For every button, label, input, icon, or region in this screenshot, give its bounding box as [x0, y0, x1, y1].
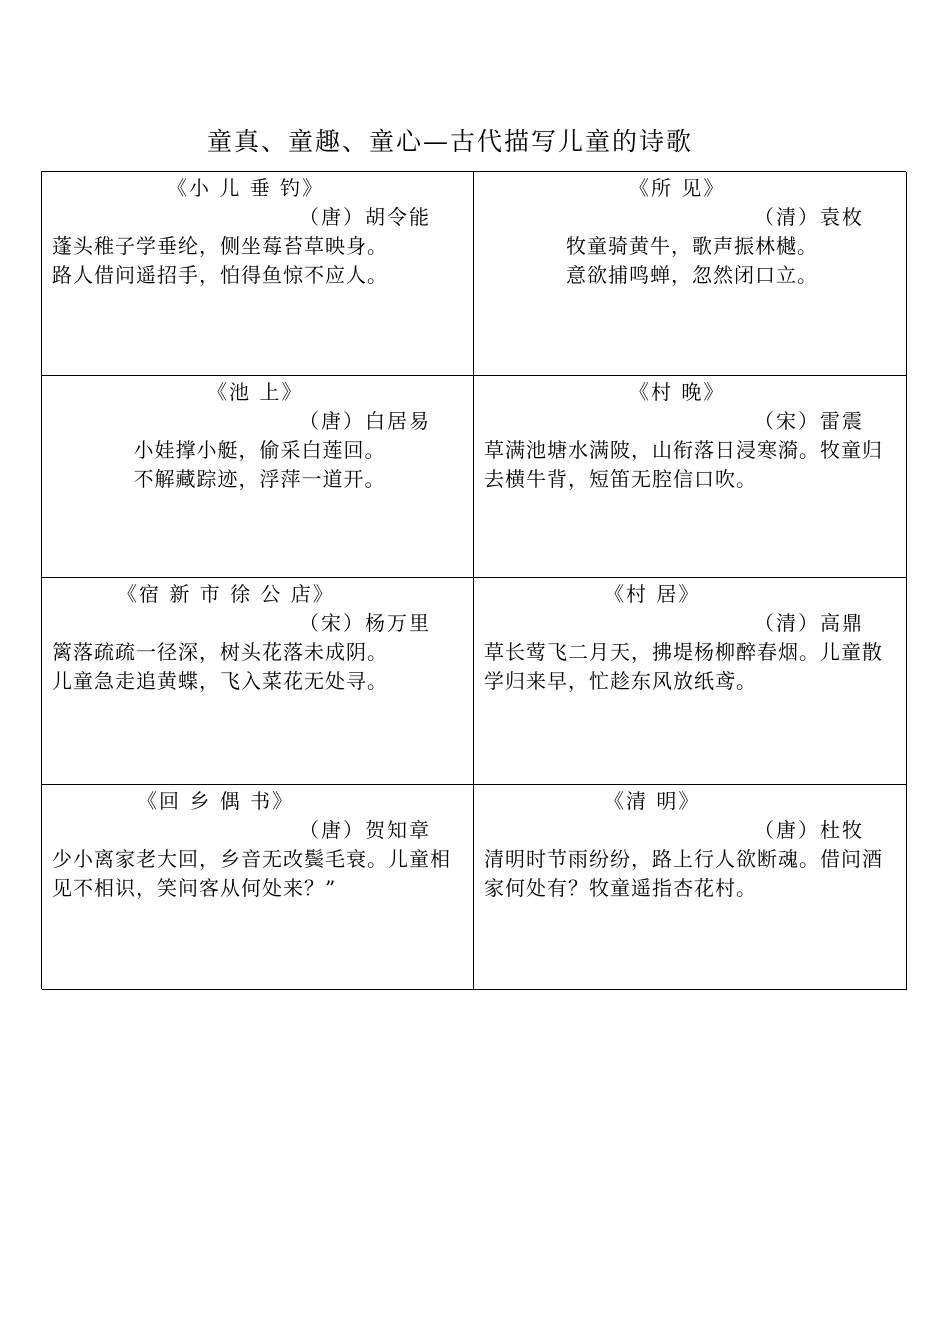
poem-line: 蓬头稚子学垂纶，侧坐莓苔草映身。	[52, 234, 388, 258]
page-title: 童真、童趣、童心—古代描写儿童的诗歌	[206, 127, 693, 156]
poem-text	[484, 232, 900, 290]
poem-line: 小娃撑小艇，偷采白莲回。	[133, 438, 386, 462]
poem-line: 牧童骑黄牛，歌声振林樾。	[566, 234, 818, 258]
poem-cell-chishang	[42, 376, 474, 578]
poem-author: （唐）贺知章	[299, 818, 431, 842]
poem-title: 《清 明》	[604, 789, 701, 813]
poem-cell-cunju	[474, 578, 907, 785]
poem-cell-su-xinshi-xugongdian	[42, 578, 474, 785]
poem-line: 不解藏踪迹，浮萍一道开。	[133, 467, 386, 491]
poem-text: 草长莺飞二月天，拂堤杨柳醉春烟。儿童散学归来早，忙趁东风放纸鸢。	[484, 640, 883, 693]
poem-author: （宋）雷震	[754, 409, 864, 433]
poem-title: 《宿 新 市 徐 公 店》	[117, 582, 335, 606]
poem-text: 草满池塘水满陂，山衔落日浸寒漪。牧童归去横牛背，短笛无腔信口吹。	[484, 438, 883, 491]
poem-line: 意欲捕鸣蝉，忽然闭口立。	[566, 263, 818, 287]
poem-text: 清明时节雨纷纷，路上行人欲断魂。借问酒家何处有？牧童遥指杏花村。	[484, 847, 883, 900]
poem-cell-cunwan	[474, 376, 907, 578]
poem-title: 《村 晚》	[629, 380, 726, 404]
poem-author: （清）高鼎	[754, 611, 864, 635]
poem-cell-huixiang-oushu	[42, 785, 474, 990]
poem-author: （唐）白居易	[299, 409, 431, 433]
poem-title: 《池 上》	[207, 380, 304, 404]
poem-author: （宋）杨万里	[299, 611, 431, 635]
poem-title: 《回 乡 偶 书》	[137, 789, 295, 813]
poem-text: 少小离家老大回，乡音无改鬓毛衰。儿童相见不相识，笑问客从何处来？”	[52, 847, 451, 900]
poem-line: 篱落疏疏一径深，树头花落未成阴。	[52, 640, 388, 664]
poem-author: （清）袁枚	[754, 205, 864, 229]
poem-title: 《小 儿 垂 钓》	[167, 176, 325, 200]
poem-line: 儿童急走追黄蝶，飞入菜花无处寻。	[52, 669, 388, 693]
poem-table	[41, 171, 906, 989]
poem-author: （唐）胡令能	[299, 205, 431, 229]
poem-cell-suojian	[474, 172, 907, 376]
poem-text	[52, 232, 467, 290]
poem-title: 《村 居》	[604, 582, 701, 606]
poem-cell-qingming	[474, 785, 907, 990]
poem-text	[52, 436, 467, 494]
poem-line: 路人借问遥招手，怕得鱼惊不应人。	[52, 263, 388, 287]
poem-cell-xiaoer-chuidiao	[42, 172, 474, 376]
poem-author: （唐）杜牧	[754, 818, 864, 842]
poem-title: 《所 见》	[629, 176, 726, 200]
poem-text	[52, 638, 467, 696]
